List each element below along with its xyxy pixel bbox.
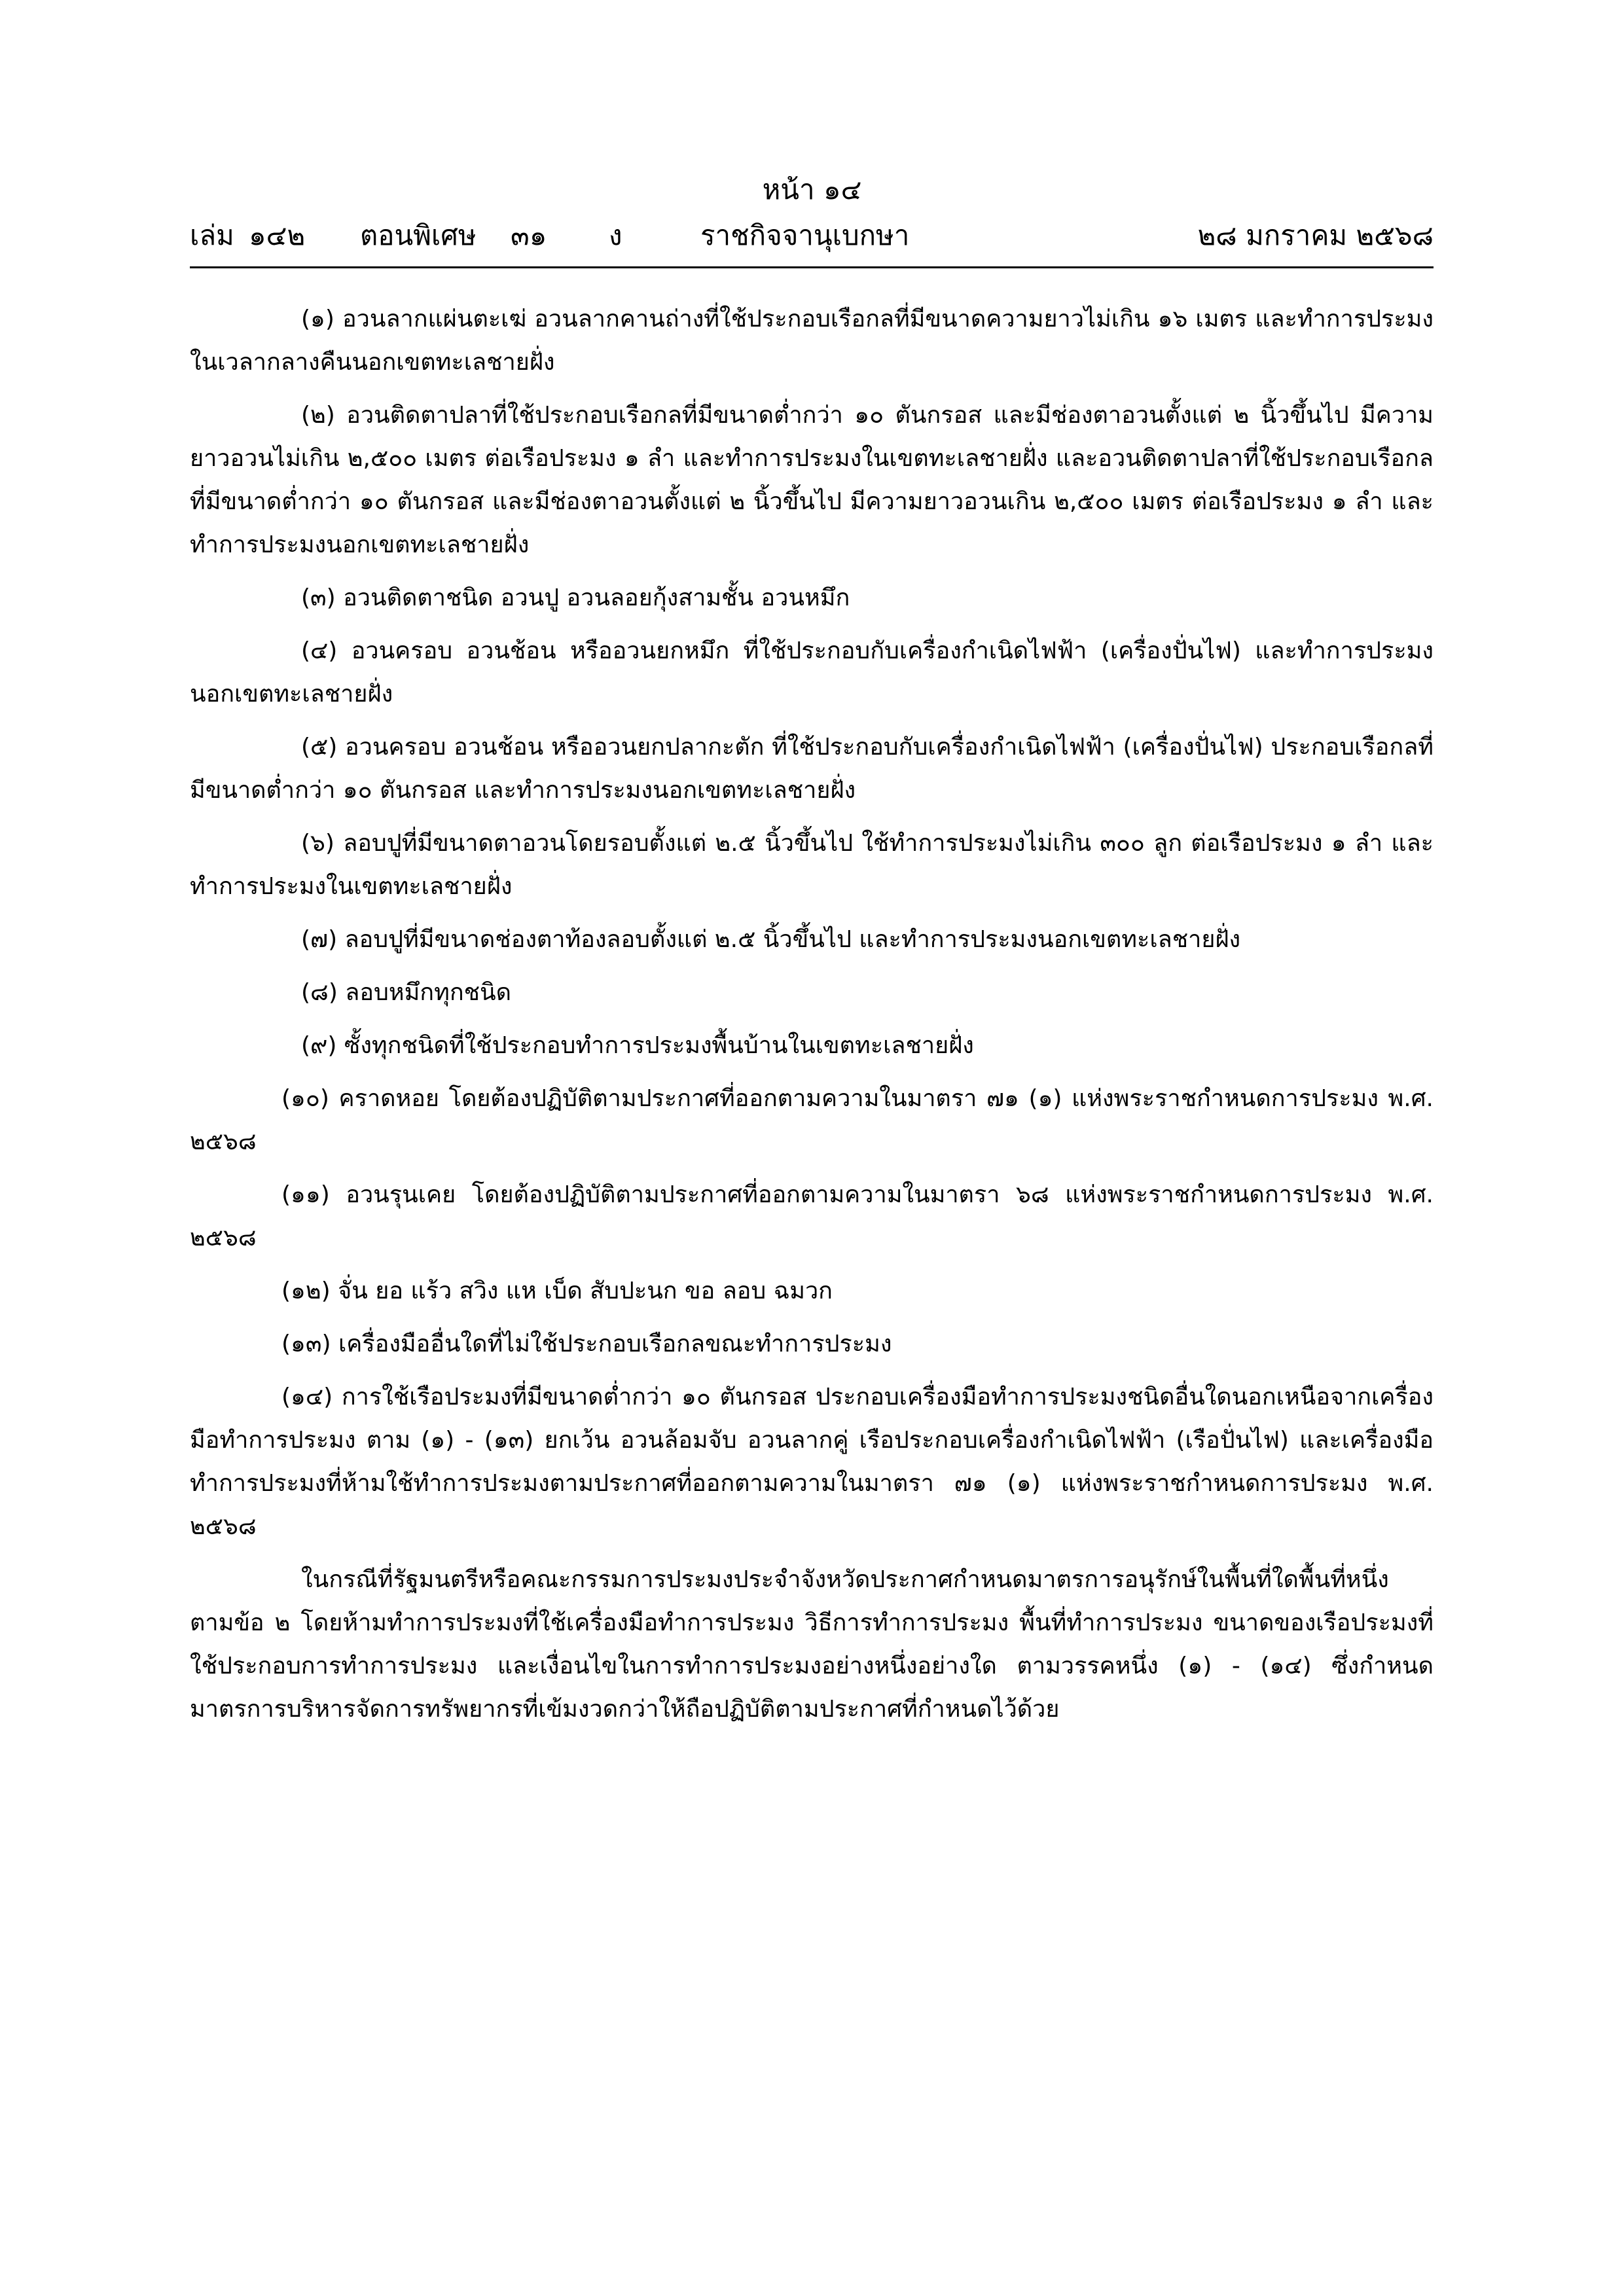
section-letter: ง: [609, 219, 623, 251]
list-item-1: (๑) อวนลากแผ่นตะเฆ่ อวนลากคานถ่างที่ใช้ประกอบเรือกลที่มีขนาดความยาวไม่เกิน ๑๖ เมตร และทำการประมงในเวลากลางคืนนอกเขตทะเลชายฝั่ง: [190, 306, 1434, 376]
section-number: ๓๑: [511, 219, 547, 251]
document-body: [190, 298, 1434, 1741]
list-item-10: (๑๐) คราดหอย โดยต้องปฏิบัติตามประกาศที่ออกตามความในมาตรา ๗๑ (๑) แห่งพระราชกำหนดการประมง พ.ศ. ๒๕๖๘: [190, 1085, 1434, 1155]
list-item-14: (๑๔) การใช้เรือประมงที่มีขนาดต่ำกว่า ๑๐ ตันกรอส ประกอบเครื่องมือทำการประมงชนิดอื่นใดนอกเหนือจากเครื่องมือทำการประมง ตาม (๑) - (๑๓) ยกเว้น อวนล้อมจับ อวนลากคู่ เรือประกอบเครื่องกำเนิดไฟฟ้า (เรือปั่นไฟ) และเครื่องมือทำการประมงที่ห้ามใช้ทำการประมงตามประกาศที่ออกตามความในมาตรา ๗๑ (๑) แห่งพระราชกำหนดการประมง พ.ศ. ๒๕๖๘: [190, 1384, 1434, 1540]
header-divider: [190, 266, 1434, 268]
closing-paragraph: ในกรณีที่รัฐมนตรีหรือคณะกรรมการประมงประจำจังหวัดประกาศกำหนดมาตรการอนุรักษ์ในพื้นที่ใดพื้นที่หนึ่ง ตามข้อ ๒ โดยห้ามทำการประมงที่ใช้เครื่องมือทำการประมง วิธีการทำการประมง พื้นที่ทำการประมง ขนาดของเรือประมงที่ใช้ประกอบการทำการประมง และเงื่อนไขในการทำการประมงอย่างหนึ่งอย่างใด ตามวรรคหนึ่ง (๑) - (๑๔) ซึ่งกำหนดมาตรการบริหารจัดการทรัพยากรที่เข้มงวดกว่าให้ถือปฏิบัติตามประกาศที่กำหนดไว้ด้วย: [190, 1566, 1434, 1723]
list-item-12: (๑๒) จั่น ยอ แร้ว สวิง แห เบ็ด สับปะนก ขอ ลอบ ฉมวก: [281, 1278, 833, 1304]
volume-number: ๑๔๒: [249, 219, 306, 251]
list-item-4: (๔) อวนครอบ อวนช้อน หรืออวนยกหมึก ที่ใช้ประกอบกับเครื่องกำเนิดไฟฟ้า (เครื่องปั่นไฟ) และทำการประมงนอกเขตทะเลชายฝั่ง: [190, 637, 1434, 708]
gazette-name: ราชกิจจานุเบกษา: [700, 219, 910, 251]
list-item-13: (๑๓) เครื่องมืออื่นใดที่ไม่ใช้ประกอบเรือกลขณะทำการประมง: [281, 1331, 892, 1357]
list-item-5: (๕) อวนครอบ อวนช้อน หรืออวนยกปลากะตัก ที่ใช้ประกอบกับเครื่องกำเนิดไฟฟ้า (เครื่องปั่นไฟ) ประกอบเรือกลที่มีขนาดต่ำกว่า ๑๐ ตันกรอส และทำการประมงนอกเขตทะเลชายฝั่ง: [190, 734, 1434, 804]
publication-date: ๒๘ มกราคม ๒๕๖๘: [1197, 219, 1434, 251]
gazette-header: [190, 217, 1434, 257]
list-item-7: (๗) ลอบปูที่มีขนาดช่องตาท้องลอบตั้งแต่ ๒.๕ นิ้วขึ้นไป และทำการประมงนอกเขตทะเลชายฝั่ง: [301, 926, 1241, 953]
page-number: หน้า ๑๔: [762, 173, 862, 206]
list-item-6: (๖) ลอบปูที่มีขนาดตาอวนโดยรอบตั้งแต่ ๒.๕ นิ้วขึ้นไป ใช้ทำการประมงไม่เกิน ๓๐๐ ลูก ต่อเรือประมง ๑ ลำ และทำการประมงในเขตทะเลชายฝั่ง: [190, 830, 1434, 900]
list-item-11: (๑๑) อวนรุนเคย โดยต้องปฏิบัติตามประกาศที่ออกตามความในมาตรา ๖๘ แห่งพระราชกำหนดการประมง พ.ศ. ๒๕๖๘: [190, 1181, 1434, 1251]
volume-label: เล่ม: [190, 219, 234, 251]
list-item-2: (๒) อวนติดตาปลาที่ใช้ประกอบเรือกลที่มีขนาดต่ำกว่า ๑๐ ตันกรอส และมีช่องตาอวนตั้งแต่ ๒ นิ้วขึ้นไป มีความยาวอวนไม่เกิน ๒,๕๐๐ เมตร ต่อเรือประมง ๑ ลำ และทำการประมงในเขตทะเลชายฝั่ง และอวนติดตาปลาที่ใช้ประกอบเรือกลที่มีขนาดต่ำกว่า ๑๐ ตันกรอส และมีช่องตาอวนตั้งแต่ ๒ นิ้วขึ้นไป มีความยาวอวนเกิน ๒,๕๐๐ เมตร ต่อเรือประมง ๑ ลำ และทำการประมงนอกเขตทะเลชายฝั่ง: [190, 402, 1434, 558]
section-label: ตอนพิเศษ: [360, 219, 477, 251]
list-item-9: (๙) ซั้งทุกชนิดที่ใช้ประกอบทำการประมงพื้นบ้านในเขตทะเลชายฝั่ง: [301, 1032, 974, 1059]
list-item-3: (๓) อวนติดตาชนิด อวนปู อวนลอยกุ้งสามชั้น อวนหมึก: [301, 584, 850, 611]
list-item-8: (๘) ลอบหมึกทุกชนิด: [301, 979, 512, 1006]
